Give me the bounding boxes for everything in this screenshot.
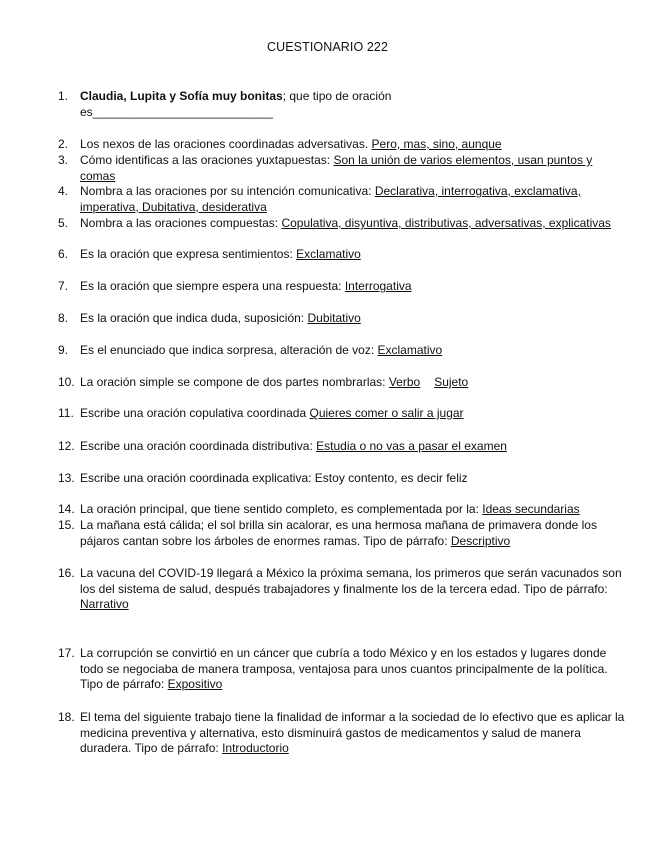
answer-text: Introductorio bbox=[222, 741, 289, 756]
question-item-11 bbox=[58, 406, 626, 422]
question-text: La vacuna del COVID-19 llegará a México la próxima semana, los primeros que serán vacunados son los del sistema de salud, después trabajadores y finalmente los de la tercera edad. Tipo de párrafo: bbox=[80, 566, 622, 596]
question-item-13 bbox=[58, 471, 626, 487]
question-item-2 bbox=[58, 137, 626, 153]
question-item-17 bbox=[58, 646, 626, 693]
question-text: Los nexos de las oraciones coordinadas adversativas. bbox=[80, 137, 372, 151]
question-text: Cómo identificas a las oraciones yuxtapuestas: bbox=[80, 153, 334, 167]
question-text: La oración principal, que tiene sentido completo, es complementada por la: bbox=[80, 502, 483, 516]
question-text: Es el enunciado que indica sorpresa, alteración de voz: bbox=[80, 343, 378, 357]
question-item-1 bbox=[58, 89, 626, 120]
answer-text: Dubitativo bbox=[307, 311, 361, 325]
document-title: CUESTIONARIO 222 bbox=[266, 40, 389, 54]
question-number: 13. bbox=[58, 471, 75, 485]
answer-text: Quieres comer o salir a jugar bbox=[309, 406, 464, 420]
question-number: 14. bbox=[58, 502, 75, 516]
question-text: El tema del siguiente trabajo tiene la finalidad de informar a la sociedad de lo efectivo que es aplicar la medicina preventiva y alternativa, esto disminuirá gastos de medicamentos y salud de manera duradera. Tipo de párrafo: bbox=[80, 710, 625, 756]
question-number: 7. bbox=[58, 279, 69, 293]
question-number: 5. bbox=[58, 216, 69, 230]
question-number: 8. bbox=[58, 311, 69, 325]
question-item-5 bbox=[58, 216, 626, 232]
question-number: 6. bbox=[58, 247, 69, 261]
answer-text: Interrogativa bbox=[344, 279, 412, 293]
question-text: Es la oración que siempre espera una respuesta: bbox=[80, 279, 345, 293]
question-number: 4. bbox=[58, 184, 69, 198]
answer-text: Pero, mas, sino, aunque bbox=[371, 137, 502, 151]
answer-text: Declarativa, interrogativa, exclamativa, imperativa, Dubitativa, desiderativa bbox=[80, 184, 581, 214]
question-number: 12. bbox=[58, 439, 75, 453]
question-text: Es la oración que expresa sentimientos: bbox=[80, 247, 297, 261]
question-text: Nombra a las oraciones compuestas: bbox=[80, 216, 282, 230]
question-number: 10. bbox=[58, 375, 75, 389]
question-number: 11. bbox=[58, 406, 74, 420]
question-item-14 bbox=[58, 502, 626, 518]
question-number: 9. bbox=[58, 343, 69, 357]
question-item-7 bbox=[58, 279, 626, 295]
question-text: La oración simple se compone de dos partes nombrarlas: bbox=[80, 375, 389, 389]
question-number: 17. bbox=[58, 646, 75, 660]
question-item-9 bbox=[58, 343, 626, 359]
question-text: Escribe una oración coordinada explicativa: Estoy contento, es decir feliz bbox=[80, 471, 468, 485]
question-text: Es la oración que indica duda, suposición: bbox=[80, 311, 308, 325]
question-text: Escribe una oración coordinada distributiva: bbox=[80, 439, 317, 453]
question-text: La corrupción se convirtió en un cáncer que cubría a todo México y en los estados y lugares donde todo se negociaba de manera tramposa, ventajosa para unos cuantos principalmente de la política. Tipo de párrafo: bbox=[80, 646, 608, 692]
answer-text: Copulativa, disyuntiva, distributivas, adversativas, explicativas bbox=[281, 216, 611, 230]
question-number: 3. bbox=[58, 153, 69, 167]
answer-text: Estudia o no vas a pasar el examen bbox=[316, 439, 507, 453]
question-number: 15. bbox=[58, 518, 75, 532]
question-text: Escribe una oración copulativa coordinada bbox=[80, 406, 310, 420]
answer-text: Narrativo bbox=[80, 597, 129, 612]
question-item-12 bbox=[58, 439, 626, 455]
question-text: Nombra a las oraciones por su intención comunicativa: bbox=[80, 184, 375, 198]
answer-text: Exclamativo bbox=[377, 343, 443, 357]
question-number: 2. bbox=[58, 137, 69, 151]
answer-text: Descriptivo bbox=[450, 533, 511, 548]
question-item-15 bbox=[58, 518, 626, 549]
answer-text-2: Sujeto bbox=[434, 375, 469, 389]
question-number: 16. bbox=[58, 566, 75, 580]
question-text: La mañana está cálida; el sol brilla sin acalorar, es una hermosa mañana de primavera donde los pájaros cantan sobre los árboles de enormes ramas. Tipo de párrafo: bbox=[80, 518, 597, 548]
question-item-4 bbox=[58, 184, 626, 215]
question-item-18 bbox=[58, 710, 626, 757]
answer-text: Ideas secundarias bbox=[482, 502, 580, 516]
question-item-8 bbox=[58, 311, 626, 327]
question-item-6 bbox=[58, 247, 626, 263]
question-text: ; que tipo de oración bbox=[282, 89, 392, 103]
question-bold-text: Claudia, Lupita y Sofía muy bonitas bbox=[80, 89, 283, 103]
question-item-10 bbox=[58, 375, 626, 391]
question-item-16 bbox=[58, 566, 626, 613]
answer-text: Expositivo bbox=[167, 677, 223, 692]
answer-text: Son la unión de varios elementos, usan puntos y comas bbox=[80, 153, 593, 183]
question-number: 1. bbox=[58, 89, 69, 103]
question-item-3 bbox=[58, 153, 626, 184]
answer-text: Exclamativo bbox=[296, 247, 361, 261]
answer-text: Verbo bbox=[388, 375, 421, 389]
question-number: 18. bbox=[58, 710, 75, 724]
answer-blank: es___________________________ bbox=[80, 104, 273, 119]
